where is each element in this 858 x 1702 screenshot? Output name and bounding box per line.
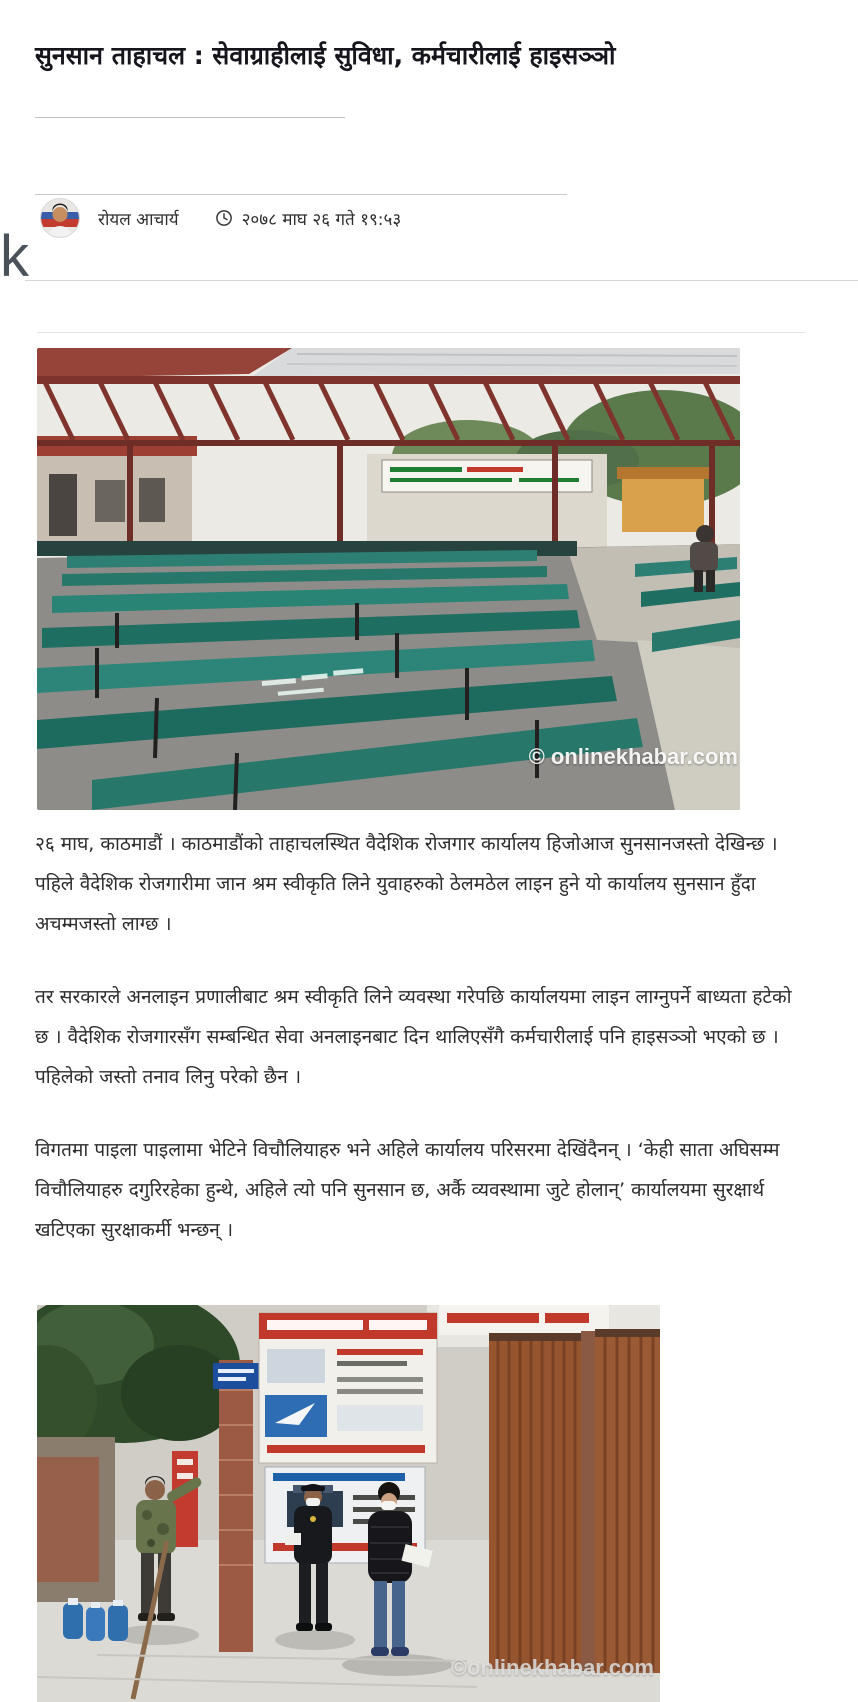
article-body	[35, 824, 807, 1283]
image-watermark: ©onlinekhabar.com	[450, 1655, 654, 1680]
article-image-benches	[37, 348, 740, 810]
publish-date: २०७८ माघ २६ गते १९:५३	[241, 209, 402, 230]
author-avatar[interactable]	[40, 198, 80, 238]
divider-under-headline	[35, 117, 345, 118]
author-name[interactable]: रोयल आचार्य	[98, 209, 179, 230]
author-row	[40, 198, 401, 238]
partial-logo-k[interactable]: k	[0, 224, 29, 289]
paragraph-1: २६ माघ, काठमाडौं । काठमाडौंको ताहाचलस्थित वैदेशिक रोजगार कार्यालय हिजोआज सुनसानजस्तो देखिन्छ । पहिले वैदेशिक रोजगारीमा जान श्रम स्वीकृति लिने युवाहरुको ठेलमठेल लाइन हुने यो कार्यालय सुनसान हुँदा अचम्मजस्तो लाग्छ ।	[35, 833, 778, 935]
gate-photo-illustration	[37, 1305, 660, 1702]
paragraph-2: तर सरकारले अनलाइन प्रणालीबाट श्रम स्वीकृति लिने व्यवस्था गरेपछि कार्यालयमा लाइन लाग्नुपर्ने बाध्यता हटेको छ । वैदेशिक रोजगारसँग सम्बन्धित सेवा अनलाइनबाट दिन थालिएसँगै कर्मचारीलाई पनि हाइसञ्ञो भएको छ । पहिलेको जस्तो तनाव लिनु परेको छैन ।	[35, 986, 792, 1088]
author-avatar-image	[41, 199, 79, 237]
clock-icon	[215, 209, 233, 227]
image-watermark: © onlinekhabar.com	[528, 744, 738, 769]
paragraph-3: विगतमा पाइला पाइलामा भेटिने विचौलियाहरु भने अहिले कार्यालय परिसरमा देखिंदैनन् । ‘केही साता अघिसम्म विचौलियाहरु दगुरिरहेका हुन्थे, अहिले त्यो पनि सुनसान छ, अर्कै व्यवस्थामा जुटे होलान्’ कार्यालयमा सुरक्षार्थ खटिएका सुरक्षाकर्मी भन्छन् ।	[35, 1139, 780, 1241]
benches-photo-illustration	[37, 348, 740, 810]
divider-below-author	[25, 280, 858, 281]
divider-above-author	[35, 194, 567, 195]
article-headline: सुनसान ताहाचल : सेवाग्राहीलाई सुविधा, कर्मचारीलाई हाइसञ्ञो	[35, 41, 616, 70]
article-image-gate	[37, 1305, 660, 1702]
divider-above-photo	[37, 332, 805, 333]
